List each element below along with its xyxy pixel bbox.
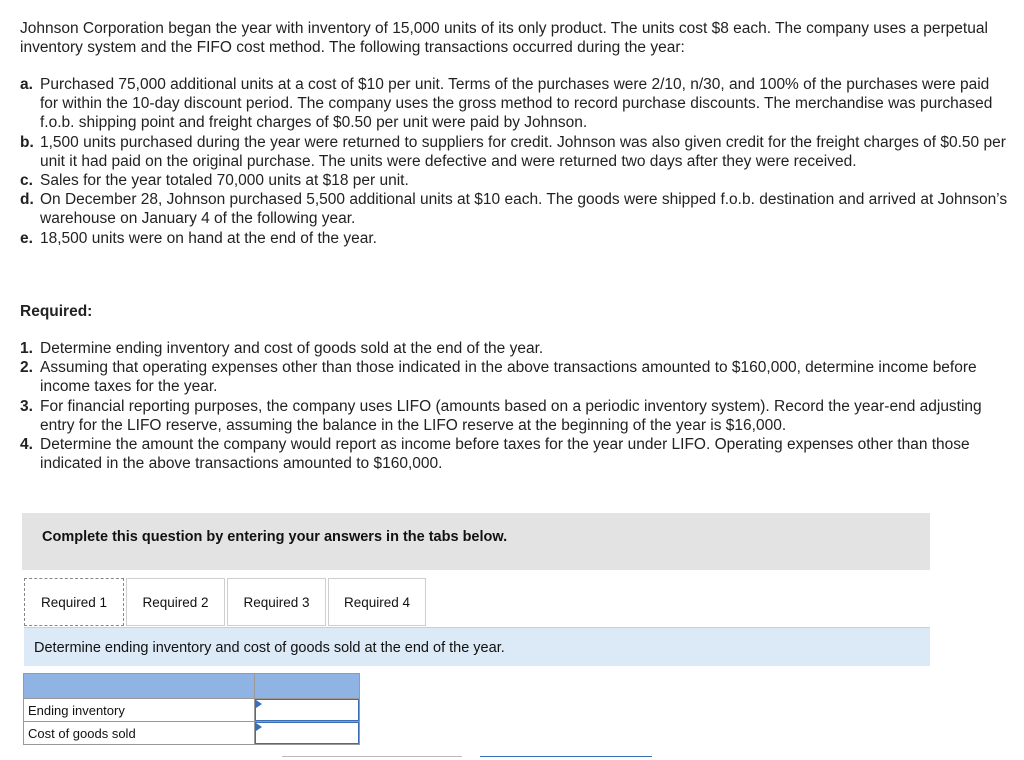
requirement-text: Determine ending inventory and cost of goods sold at the end of the year. <box>40 340 544 357</box>
list-marker: d. <box>20 191 34 209</box>
table-header-label <box>24 674 255 699</box>
list-marker: b. <box>20 133 34 151</box>
transaction-text: On December 28, Johnson purchased 5,500 additional units at $10 each. The goods were shipped f.o.b. destination and arrived at Johnson’s warehouse on January 4 of the following year. <box>40 191 1008 228</box>
instruction-banner <box>22 513 930 570</box>
requirement-item <box>20 358 1010 396</box>
list-marker: 4. <box>20 436 33 454</box>
list-marker: e. <box>20 229 33 247</box>
tab-prompt <box>24 628 930 666</box>
list-marker: 2. <box>20 359 33 377</box>
transaction-item <box>20 75 1010 133</box>
transaction-item <box>20 190 1010 228</box>
transaction-text: Sales for the year totaled 70,000 units at $18 per unit. <box>40 172 409 190</box>
list-marker: 1. <box>20 340 33 357</box>
row-label-ending-inventory: Ending inventory <box>24 699 255 722</box>
transaction-text: Purchased 75,000 additional units at a cost of $10 per unit. Terms of the purchases were 2/10, n/30, and 100% of the purchases were paid for within the 10-day discount period. The company uses the gross method to record purchase discounts. The merchandise was purchased f.o.b. shipping point and freight charges of $0.50 per unit were paid by Johnson. <box>40 76 993 132</box>
prompt-text: Determine ending inventory and cost of goods sold at the end of the year. <box>34 640 505 656</box>
table-header-row <box>24 674 360 699</box>
table-row <box>24 699 360 722</box>
list-marker: 3. <box>20 397 33 415</box>
cost-of-goods-sold-input[interactable] <box>255 722 359 744</box>
input-flag-icon <box>256 700 262 708</box>
transaction-text: 1,500 units purchased during the year were returned to suppliers for credit. Johnson was also given credit for the freight charges of $0.50 per unit it had paid on the original purchase. The units were defective and were returned two days after they were received. <box>40 133 1006 170</box>
list-marker: c. <box>20 172 33 190</box>
transaction-text: 18,500 units were on hand at the end of the year. <box>40 229 377 247</box>
requirement-text: Assuming that operating expenses other than those indicated in the above transactions amounted to $160,000, determine income before income taxes for the year. <box>40 359 977 396</box>
tab-bar <box>24 578 428 628</box>
instruction-text: Complete this question by entering your answers in the tabs below. <box>42 529 508 545</box>
requirements-list <box>20 339 1010 473</box>
ending-inventory-input[interactable] <box>255 699 359 721</box>
transaction-item <box>20 171 1010 190</box>
prev-nav-button[interactable] <box>282 756 462 760</box>
answer-table <box>23 673 360 745</box>
list-marker: a. <box>20 76 33 93</box>
required-heading: Required: <box>20 303 93 320</box>
requirement-text: Determine the amount the company would report as income before taxes for the year under LIFO. Operating expenses other than those indicated in the above transactions amounted to $160,000. <box>40 436 970 473</box>
requirement-item <box>20 339 1010 358</box>
row-label-cost-of-goods-sold: Cost of goods sold <box>24 722 255 745</box>
transaction-item <box>20 133 1010 171</box>
tab-required-4[interactable]: Required 4 <box>328 578 426 626</box>
problem-intro: Johnson Corporation began the year with inventory of 15,000 units of its only product. The units cost $8 each. The company uses a perpetual inventory system and the FIFO cost method. The following transactions occurred during the year: <box>20 20 988 56</box>
input-flag-icon <box>256 723 262 731</box>
requirement-text: For financial reporting purposes, the company uses LIFO (amounts based on a periodic inventory system). Record the year-end adjusting entry for the LIFO reserve, assuming the balance in the LIFO reserve at the beginning of the year is $16,000. <box>40 397 982 434</box>
table-header-value <box>255 674 360 699</box>
transactions-list <box>20 75 1010 248</box>
tab-required-2[interactable]: Required 2 <box>126 578 225 626</box>
next-nav-button[interactable] <box>480 756 652 760</box>
requirement-item <box>20 435 1010 473</box>
tab-required-1[interactable]: Required 1 <box>24 578 124 626</box>
tab-required-3[interactable]: Required 3 <box>227 578 326 626</box>
ending-inventory-cell <box>255 699 360 722</box>
table-row <box>24 722 360 745</box>
cost-of-goods-sold-cell <box>255 722 360 745</box>
transaction-item <box>20 229 1010 248</box>
requirement-item <box>20 397 1010 435</box>
